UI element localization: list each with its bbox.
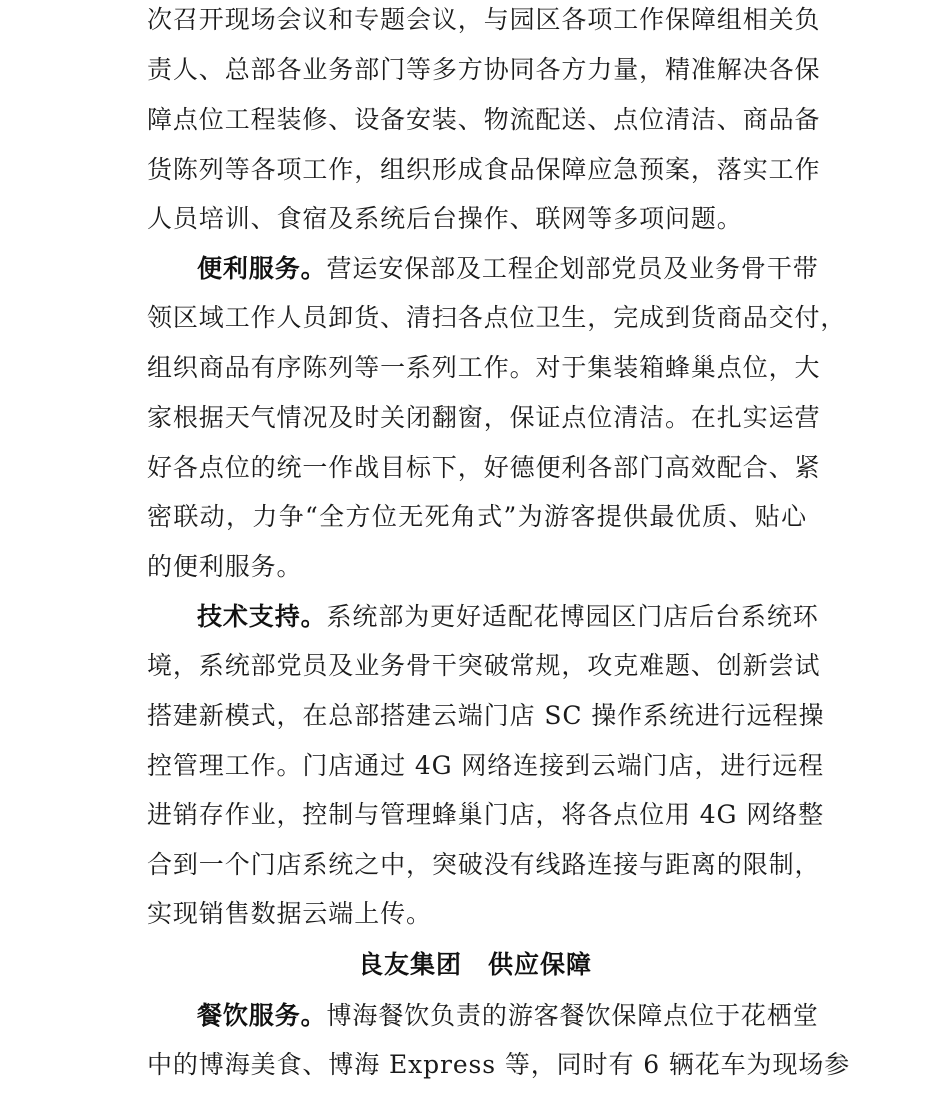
para3-first-line [197,597,819,637]
para3-line-6: 合到一个门店系统之中，突破没有线路连接与距离的限制， [147,850,821,879]
para3-line-4: 控管理工作。门店通过 4G 网络连接到云端门店，进行远程 [147,751,824,780]
para2-line-7: 的便利服务。 [147,552,303,581]
para3-line-7: 实现销售数据云端上传。 [147,899,432,928]
para2-title: 便利服务。 [197,254,327,283]
para2-first-line [197,249,819,289]
para3-line-3: 搭建新模式，在总部搭建云端门店 SC 操作系统进行远程操 [147,701,825,730]
para4-first-line [197,996,819,1036]
para1-line-3: 障点位工程装修、设备安装、物流配送、点位清洁、商品备 [147,105,821,134]
para4-line-2: 中的博海美食、博海 Express 等，同时有 6 辆花车为现场参 [147,1050,851,1079]
para2-line-5: 好各点位的统一作战目标下，好德便利各部门高效配合、紧 [147,453,821,482]
para3-first-rest: 系统部为更好适配花博园区门店后台系统环 [326,602,819,631]
para2-line-3: 组织商品有序陈列等一系列工作。对于集装箱蜂巢点位，大 [147,353,821,382]
para2-first-rest: 营运安保部及工程企划部党员及业务骨干带 [326,254,819,283]
para2-line-6: 密联动，力争“全方位无死角式”为游客提供最优质、贴心 [147,502,807,531]
para4-title: 餐饮服务。 [197,1001,327,1030]
para3-line-5: 进销存作业，控制与管理蜂巢门店，将各点位用 4G 网络整 [147,800,824,829]
para3-line-2: 境，系统部党员及业务骨干突破常规，攻克难题、创新尝试 [147,651,821,680]
para1-line-2: 责人、总部各业务部门等多方协同各方力量，精准解决各保 [147,55,821,84]
para1-line-5: 人员培训、食宿及系统后台操作、联网等多项问题。 [147,204,743,233]
para1-line-4: 货陈列等各项工作，组织形成食品保障应急预案，落实工作 [147,155,821,184]
para1-line-1: 次召开现场会议和专题会议，与园区各项工作保障组相关负 [147,5,821,34]
para4-first-rest: 博海餐饮负责的游客餐饮保障点位于花栖堂 [326,1001,819,1030]
para3-title: 技术支持。 [197,602,327,631]
section-heading: 良友集团 供应保障 [357,950,592,979]
para2-line-4: 家根据天气情况及时关闭翻窗，保证点位清洁。在扎实运营 [147,403,821,432]
para2-line-2: 领区域工作人员卸货、清扫各点位卫生，完成到货商品交付， [147,303,847,332]
